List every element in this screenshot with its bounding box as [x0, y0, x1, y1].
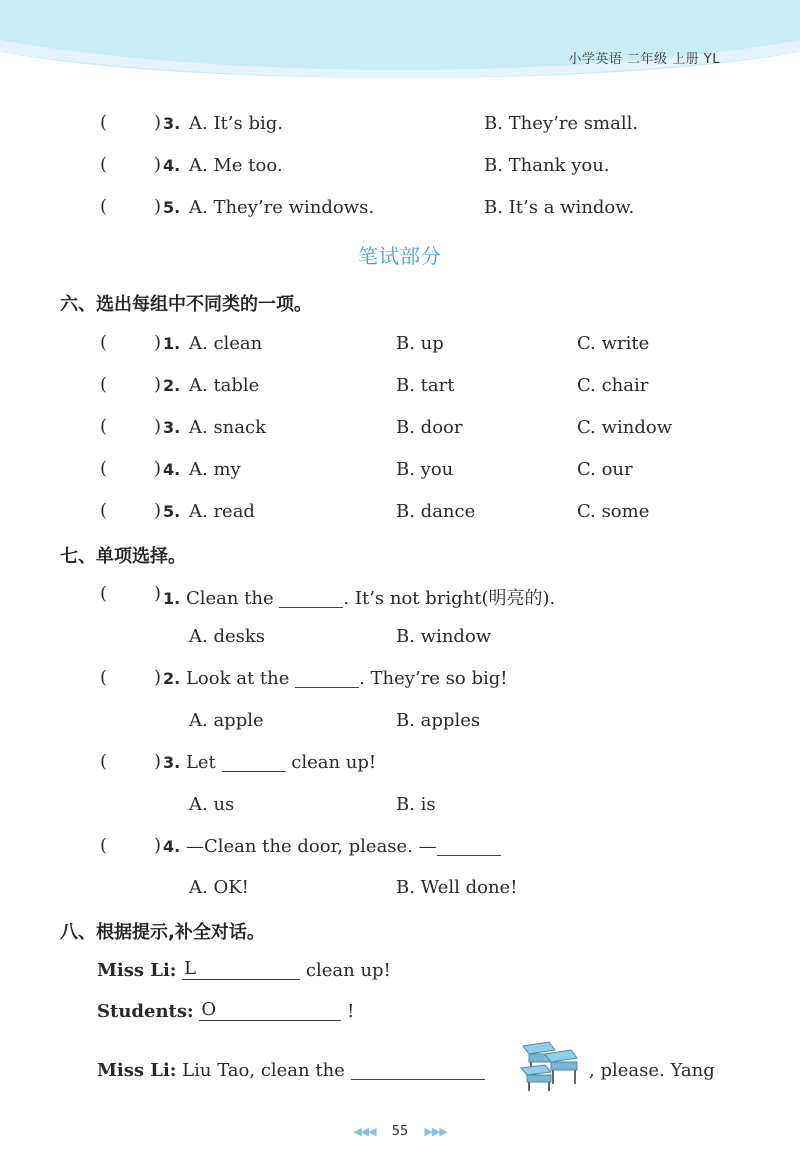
option-b: B. dance: [396, 501, 476, 522]
option-b: B. Well done!: [396, 877, 518, 898]
answer-blank[interactable]: [199, 999, 341, 1021]
option-a: A. my: [189, 459, 241, 480]
question-text: . It’s not bright(明亮的).: [343, 588, 556, 609]
option-a: A. They’re windows.: [189, 197, 375, 218]
option-c: C. window: [577, 417, 673, 438]
item-number: 3.: [163, 418, 181, 437]
answer-paren-close: ): [154, 500, 162, 521]
answer-paren-open: (: [100, 332, 108, 353]
option-b: B. door: [396, 417, 463, 438]
dialogue-line: [97, 1001, 354, 1022]
answer-blank[interactable]: [437, 837, 501, 856]
page-footer: [0, 1124, 800, 1139]
answer-paren-open: (: [100, 112, 108, 133]
answer-paren-open: (: [100, 458, 108, 479]
dialogue-line: [97, 1060, 485, 1081]
dialogue-text: Liu Tao, clean the: [182, 1060, 345, 1081]
answer-blank[interactable]: [279, 589, 343, 608]
option-a: A. us: [189, 794, 235, 815]
answer-paren-open: (: [100, 835, 108, 856]
section8-heading: 八、根据提示,补全对话。: [60, 922, 265, 943]
option-b: B. Thank you.: [484, 155, 610, 176]
item-number: 1.: [163, 334, 181, 353]
item-number: 4.: [163, 156, 181, 175]
option-a: A. desks: [189, 626, 265, 647]
desks-picture: [515, 1040, 581, 1092]
option-a: A. apple: [189, 710, 264, 731]
page-number: 55: [391, 1124, 409, 1139]
section6-heading: 六、选出每组中不同类的一项。: [60, 294, 312, 315]
dialogue-line: [97, 960, 391, 981]
option-a: A. read: [189, 501, 255, 522]
option-b: B. up: [396, 333, 444, 354]
question-text: Clean the: [185, 588, 274, 609]
answer-blank[interactable]: [295, 669, 359, 688]
prev-arrows-icon: ◀◀◀: [353, 1125, 376, 1138]
hint-letter: O: [201, 999, 217, 1020]
answer-paren-close: ): [154, 112, 162, 133]
item-number: 1.: [163, 589, 181, 608]
item-number: 5.: [163, 502, 181, 521]
answer-paren-open: (: [100, 751, 108, 772]
written-section-title: 笔试部分: [358, 244, 442, 268]
option-c: C. our: [577, 459, 633, 480]
answer-paren-open: (: [100, 500, 108, 521]
book-info: 小学英语 二年级 上册 YL: [568, 52, 720, 67]
option-c: C. chair: [577, 375, 649, 396]
item-number: 5.: [163, 198, 181, 217]
option-b: B. They’re small.: [484, 113, 639, 134]
answer-paren-close: ): [154, 196, 162, 217]
answer-blank[interactable]: [182, 958, 300, 980]
option-b: B. apples: [396, 710, 481, 731]
option-c: C. write: [577, 333, 650, 354]
item-number: 4.: [163, 837, 181, 856]
option-a: A. Me too.: [189, 155, 283, 176]
option-b: B. is: [396, 794, 436, 815]
option-a: A. table: [189, 375, 260, 396]
option-a: A. OK!: [189, 877, 249, 898]
answer-paren-open: (: [100, 583, 108, 604]
hint-letter: L: [184, 958, 197, 979]
speaker-label: Students:: [97, 1001, 194, 1022]
answer-paren-close: ): [154, 751, 162, 772]
item-number: 3.: [163, 753, 181, 772]
item-number: 4.: [163, 460, 181, 479]
option-a: A. snack: [189, 417, 266, 438]
question-text: . They’re so big!: [359, 668, 508, 689]
answer-paren-open: (: [100, 374, 108, 395]
next-arrows-icon: ▶▶▶: [424, 1125, 447, 1138]
answer-paren-open: (: [100, 196, 108, 217]
section7-heading: 七、单项选择。: [60, 546, 186, 567]
answer-paren-close: ): [154, 667, 162, 688]
question-text: Let: [185, 752, 216, 773]
option-c: C. some: [577, 501, 650, 522]
dialogue-text: clean up!: [305, 960, 391, 981]
answer-paren-open: (: [100, 667, 108, 688]
answer-blank[interactable]: [222, 753, 286, 772]
dialogue-text: !: [347, 1001, 355, 1022]
option-b: B. tart: [396, 375, 455, 396]
question-text: —Clean the door, please. —: [185, 836, 437, 857]
answer-paren-close: ): [154, 835, 162, 856]
answer-paren-open: (: [100, 154, 108, 175]
dialogue-text: , please. Yang: [589, 1060, 715, 1081]
answer-paren-close: ): [154, 416, 162, 437]
answer-paren-close: ): [154, 458, 162, 479]
question-text: clean up!: [291, 752, 377, 773]
item-number: 2.: [163, 376, 181, 395]
answer-paren-close: ): [154, 583, 162, 604]
question-text: Look at the: [185, 668, 290, 689]
option-b: B. you: [396, 459, 454, 480]
speaker-label: Miss Li:: [97, 1060, 177, 1081]
option-b: B. It’s a window.: [484, 197, 635, 218]
option-a: A. It’s big.: [189, 113, 283, 134]
answer-paren-close: ): [154, 332, 162, 353]
option-b: B. window: [396, 626, 492, 647]
answer-paren-close: ): [154, 374, 162, 395]
speaker-label: Miss Li:: [97, 960, 177, 981]
item-number: 3.: [163, 114, 181, 133]
item-number: 2.: [163, 669, 181, 688]
answer-paren-open: (: [100, 416, 108, 437]
answer-paren-close: ): [154, 154, 162, 175]
option-a: A. clean: [189, 333, 263, 354]
answer-blank[interactable]: [351, 1061, 485, 1080]
